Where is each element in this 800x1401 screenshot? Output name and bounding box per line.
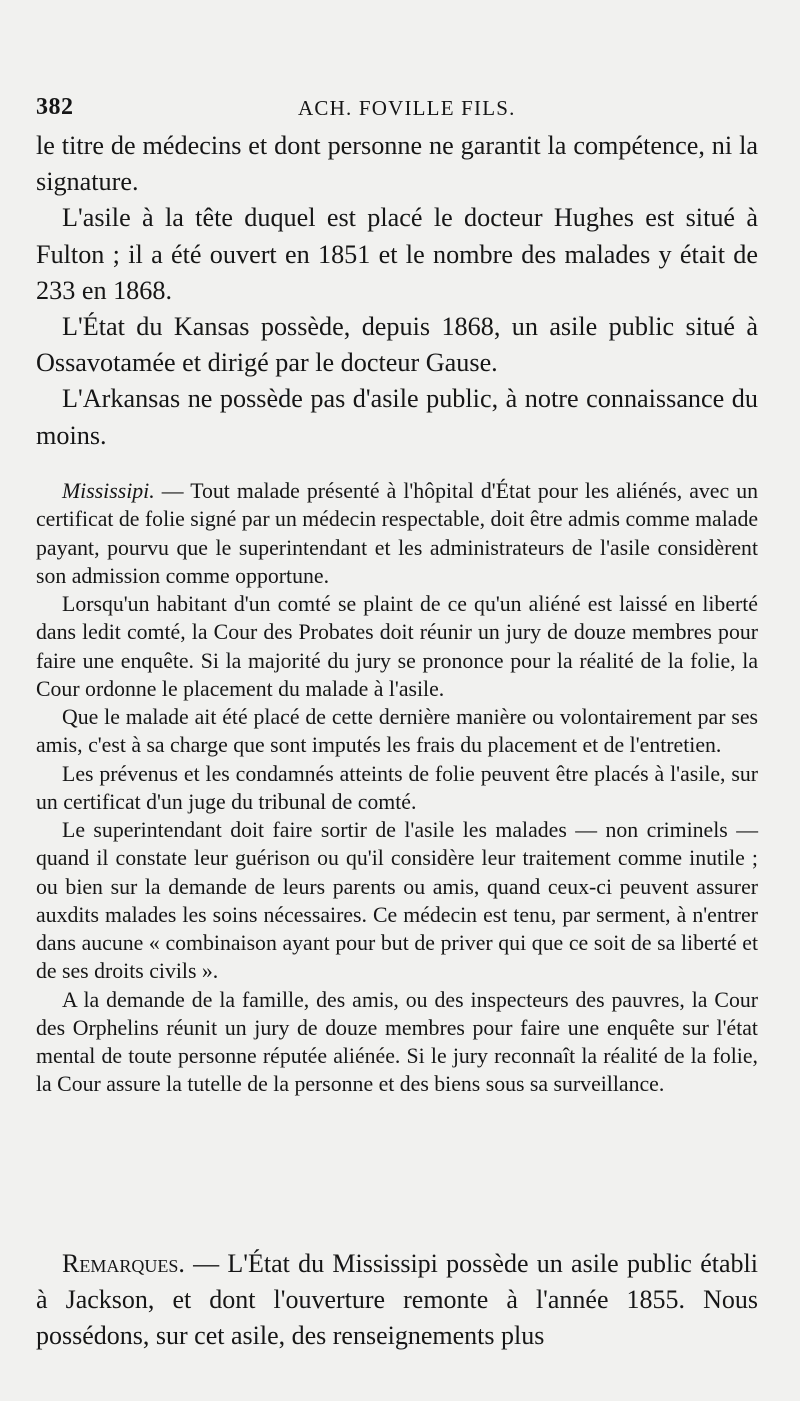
mississippi-lead-paragraph: [36, 477, 758, 590]
remarks-text: — L'État du Mississipi possède un asile public établi à Jackson, et dont l'ouverture remonte à l'année 1855. Nous possédons, sur cet asile, des renseignements plus: [36, 1249, 758, 1351]
probate-court-paragraph: Lorsqu'un habitant d'un comté se plaint de ce qu'un aliéné est laissé en liberté dans ledit comté, la Cour des Probates doit réunir un jury de douze membres pour faire une enquête. Si la majorité du jury se prononce pour la réalité de la folie, la Cour ordonne le placement du malade à l'asile.: [36, 592, 758, 701]
placement-costs-paragraph: Que le malade ait été placé de cette dernière manière ou volontairement par ses amis, c'est à sa charge que sont imputés les frais du placement et de l'entretien.: [36, 705, 758, 758]
remarks-label: Remarques.: [62, 1249, 185, 1278]
fulton-asylum-paragraph: L'asile à la tête duquel est placé le docteur Hughes est situé à Fulton ; il a été ouvert en 1851 et le nombre des malades y était de 233 en 1868.: [36, 203, 758, 305]
mississippi-section: [36, 477, 758, 1099]
kansas-paragraph: L'État du Kansas possède, depuis 1868, un asile public situé à Ossavotamée et dirigé par le docteur Gause.: [36, 312, 758, 378]
page-header: [36, 94, 736, 124]
running-head: ACH. FOVILLE FILS.: [298, 96, 516, 120]
page-number: 382: [36, 94, 74, 120]
orphans-court-paragraph: A la demande de la famille, des amis, ou des inspecteurs des pauvres, la Cour des Orphelins réunit un jury de douze membres pour faire une enquête sur l'état mental de toute personne réputée aliénée. Si le jury reconnaît la réalité de la folie, la Cour assure la tutelle de la personne et des biens sous sa surveillance.: [36, 987, 758, 1097]
intro-section: [36, 128, 758, 454]
criminal-patients-paragraph: Les prévenus et les condamnés atteints de folie peuvent être placés à l'asile, sur un certificat d'un juge du tribunal de comté.: [36, 761, 758, 814]
remarks-section: [36, 1246, 758, 1355]
state-heading: Mississipi.: [62, 479, 155, 503]
discharge-paragraph: Le superintendant doit faire sortir de l'asile les malades — non criminels — quand il constate leur guérison ou qu'il considère leur traitement comme inutile ; ou bien sur la demande de leurs parents ou amis, quand ceux-ci peuvent assurer auxdits malades les soins nécessaires. Ce médecin est tenu, par serment, à n'entrer dans aucune « combinaison ayant pour but de priver qui que ce soit de sa liberté et de ses droits civils ».: [36, 818, 758, 984]
continuation-paragraph: le titre de médecins et dont personne ne garantit la compétence, ni la signature.: [36, 131, 758, 197]
remarks-paragraph: [36, 1246, 758, 1355]
arkansas-paragraph: L'Arkansas ne possède pas d'asile public, à notre connaissance du moins.: [36, 384, 758, 450]
mississippi-lead-text: — Tout malade présenté à l'hôpital d'État pour les aliénés, avec un certificat de folie signé par un médecin respectable, doit être admis comme malade payant, pourvu que le superintendant et les administrateurs de l'asile considèrent son admission comme opportune.: [36, 479, 759, 588]
